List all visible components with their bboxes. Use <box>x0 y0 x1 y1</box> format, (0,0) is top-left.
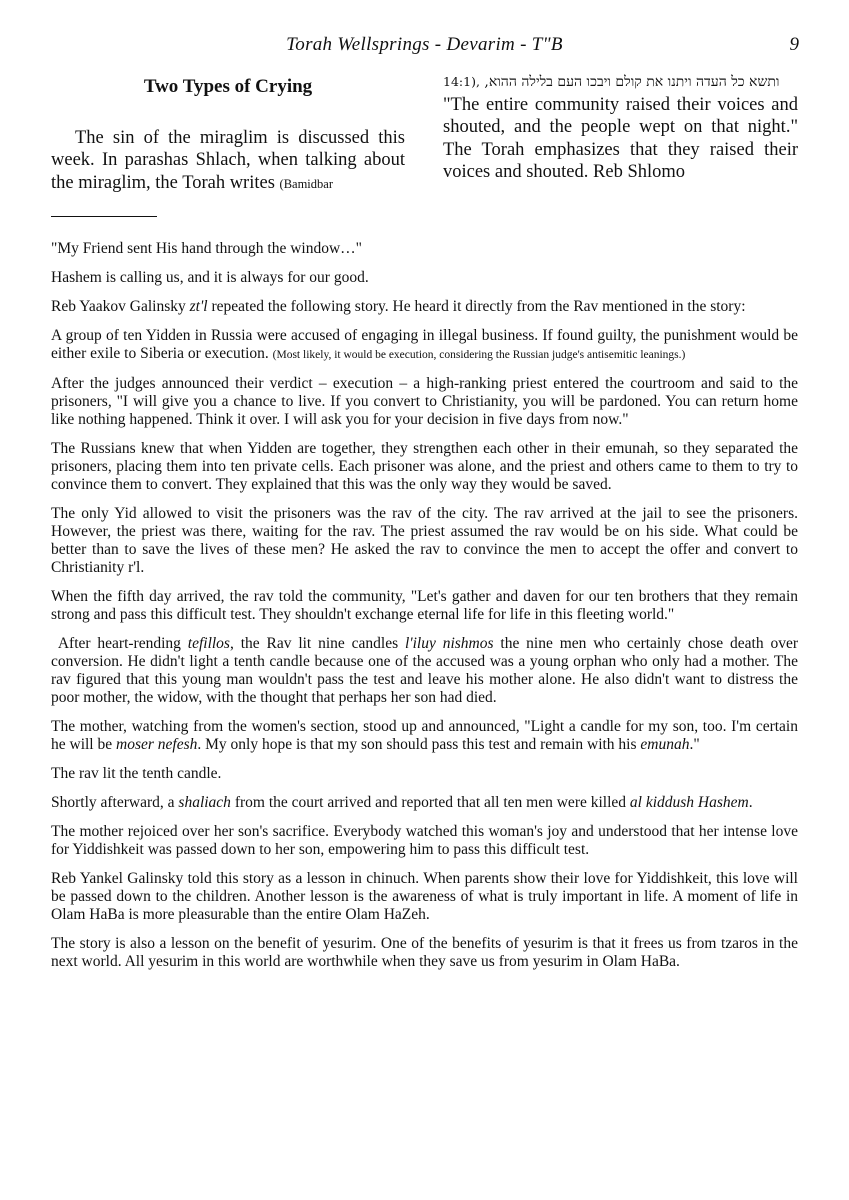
note-paragraph <box>51 327 798 364</box>
notes-section <box>51 240 798 982</box>
left-column <box>51 70 405 195</box>
note-italic: al kiddush Hashem <box>629 794 749 811</box>
note-paragraph: The mother rejoiced over her son's sacrifice. Everybody watched this woman's joy and understood that her intense love for Yiddishkeit was passed down to her son, empowering him to pass this difficult test. <box>51 823 798 858</box>
footnote-divider <box>51 216 157 217</box>
note-paragraph: Reb Yankel Galinsky told this story as a lesson in chinuch. When parents show their love for Yiddishkeit, this love will be passed down to the children. Another lesson is the awareness of what is truly important in life. A moment of life in Olam HaBa is more pleasurable than the entire Olam HaZeh. <box>51 870 798 923</box>
note-paragraph: The Russians knew that when Yidden are together, they strengthen each other in their emunah, so they separated the prisoners, placing them into ten private cells. Each prisoner was alone, and the priest and others came to them to try to convince them to convert. They explained that this was the only way they would be saved. <box>51 440 798 493</box>
article-heading: Two Types of Crying <box>143 76 313 97</box>
running-title: Torah Wellsprings - Devarim - T"B <box>286 34 563 55</box>
right-column <box>443 70 798 184</box>
note-text: . <box>748 794 753 811</box>
note-paragraph: The story is also a lesson on the benefit of yesurim. One of the benefits of yesurim is that it frees us from tzaros in the next world. All yesurim in this world are worthwhile when they save us from yesurim in Olam HaBa. <box>51 935 798 970</box>
note-paragraph <box>51 718 798 754</box>
article-paragraph <box>51 127 405 196</box>
note-italic: tefillos <box>187 635 230 652</box>
note-paragraph: Hashem is calling us, and it is always for our good. <box>51 269 369 286</box>
note-text: , the Rav lit nine candles <box>229 635 399 652</box>
note-paragraph: "My Friend sent His hand through the window…" <box>51 240 363 257</box>
note-text: The mother, watching from the women's section, stood up and announced, "Light a candle for my son, too. I'm certain he will be <box>51 718 798 753</box>
note-italic: zt'l <box>189 298 208 315</box>
note-text: repeated the following story. He heard it directly from the Rav mentioned in the story: <box>211 298 746 315</box>
note-italic: l'iluy nishmos <box>404 635 494 652</box>
note-text: After heart-rending <box>57 635 181 652</box>
note-text: from the court arrived and reported that all ten men were killed <box>234 794 627 811</box>
note-paragraph <box>51 635 798 707</box>
hebrew-quote-line <box>443 74 779 90</box>
note-italic: shaliach <box>178 794 231 811</box>
note-text: Reb Yaakov Galinsky <box>51 298 186 315</box>
source-reference: 14:1), <box>443 74 480 89</box>
note-paragraph: The rav lit the tenth candle. <box>51 765 222 782</box>
note-text: Shortly afterward, a <box>51 794 175 811</box>
note-paragraph: When the fifth day arrived, the rav told the community, "Let's gather and daven for our ten brothers that they remain strong and pass this difficult test. They shouldn't exchange eternal life for life in this fleeting world." <box>51 588 798 623</box>
note-paragraph <box>51 298 798 316</box>
note-text: A group of ten Yidden in Russia were accused of engaging in illegal business. If found guilty, the punishment would be either exile to Siberia or execution. <box>51 327 798 362</box>
hebrew-quote: ותשא כל העדה ויתנו את קולם ויבכו העם בלילה ההוא, <box>484 74 780 90</box>
note-text: . My only hope is that my son should pass this test and remain with his <box>197 736 637 753</box>
running-header <box>0 34 849 58</box>
note-paragraph: After the judges announced their verdict – execution – a high-ranking priest entered the courtroom and said to the prisoners, "I will give you a chance to live. If you convert to Christianity, you will be pardoned. You can return home like nothing happened. Think it over. I will ask you for your decision in five days from now." <box>51 375 798 428</box>
note-text: the nine men who certainly chose death over conversion. He didn't light a tenth candle because one of the accused was a young orphan who only had a mother. The rav figured that this young man wouldn't pass the test and leave his mother alone. He also didn't want to distress the poor mother, the widow, with the thought that perhaps her son had died. <box>51 635 799 706</box>
article-paragraph-continued <box>443 70 798 184</box>
article-paragraph-text: "The entire community raised their voices and shouted, and the people wept on that night." The Torah emphasizes that they raised their voices and shouted. Reb Shlomo <box>443 94 798 182</box>
note-italic: moser nefesh <box>116 736 198 753</box>
article-paragraph-text: The sin of the miraglim is discussed this week. In parashas Shlach, when talking about the miraglim, the Torah writes <box>51 127 405 193</box>
source-reference: (Bamidbar <box>279 176 333 191</box>
note-italic: emunah <box>640 736 690 753</box>
note-paragraph: The only Yid allowed to visit the prisoners was the rav of the city. The rav arrived at the jail to see the prisoners. However, the priest was there, waiting for the rav. The priest assumed the rav would be on his side. What could be better than to save the lives of these men? He asked the rav to convince the men to accept the offer and convert to Christianity r'l. <box>51 505 798 576</box>
note-paragraph <box>51 794 798 812</box>
note-text: ." <box>689 736 700 753</box>
page-number: 9 <box>789 34 799 55</box>
note-aside: (Most likely, it would be execution, considering the Russian judge's antisemitic leanings.) <box>272 349 686 361</box>
